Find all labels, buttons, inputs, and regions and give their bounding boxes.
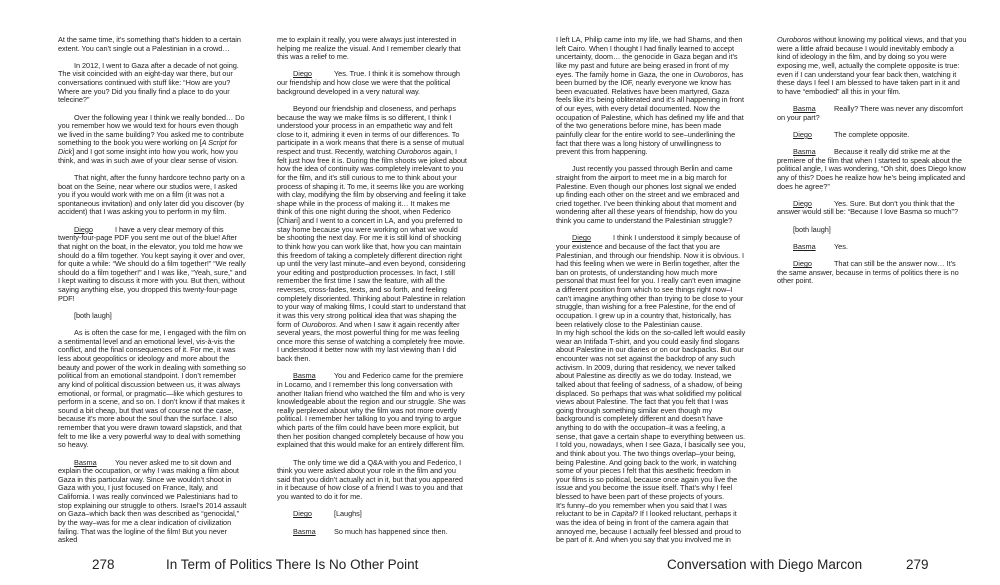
paragraph [58, 114, 248, 166]
speaker-name: Basma [793, 241, 816, 251]
speaker-name: Basma [793, 147, 816, 157]
paragraph-text: That night, after the funny hardcore techno party on a boat on the Seine, near where our studios were, I asked you if you would work with me on a film (it was not a spontaneous invitation) and only later did you discover (by accident) that I was asking you to perform in my film. [58, 172, 245, 217]
paragraph-text: [both laugh] [74, 310, 112, 320]
dialogue-paragraph [277, 528, 467, 537]
speaker-name: Diego [793, 129, 812, 139]
paragraph [277, 105, 467, 364]
paragraph-text: [both laugh] [793, 224, 831, 234]
right-page-column-2 [777, 36, 967, 295]
dialogue-paragraph [58, 459, 248, 545]
paragraph [277, 459, 467, 502]
paragraph-text: That can still be the answer now… It’s the same answer, because in terms of politics there is no other point. [777, 259, 959, 286]
speaker-name: Basma [74, 457, 97, 467]
left-page-number: 278 [92, 557, 115, 572]
paragraph-text: So much has happened since then. [334, 526, 448, 536]
paragraph-text: I think I understood it simply because of your existence and because of the fact that you are Palestinian, and through our friendship. Now it is obvious. I had this feeling when we were in Berlin together, after the ban on protests, of understanding how much more personal that must feel for you. I really can’t even imagine a different position from which to see things right now–I can’t imagine anything other than trying to be close to your struggle, than wishing for a free Palestine, for the end of occupation. I grew up in a country that, historically, has been relatively close to the Palestinian cause. In my high school the kids on the so-called left would easily wear an Intifada T-shirt, and you could easily find slogans about Palestine in our diaries or on our backpacks. But our encounter was not set against the backdrop of any such activism. In 2009, during that residency, we never talked about Palestine as directly as we do today. Instead, we talked about that feeling of sadness, of a shadow, of being displaced. So perhaps that was what solidified my political views about Palestine. The fact that you felt that I was going through something similar even though my background is completely different and doesn’t have anything to do with the occupation–it was a feeling, a sense, that gave a certain shape to everything between us. I told you, nowadays, when I see Gaza, I basically see you, and think about you. The two things overlap–your being, being Palestine. And going back to the work, in watching some of your pieces I felt that this aesthetic freedom in your films is so political, because once again you live the issue and you become the issue itself. That’s why I feel blessed to have been part of these projects of yours. It’s funny–do you remember when you said that I was reluctant to be in Capital? If I looked reluctant, perhaps it was the idea of being in front of the camera again that annoyed me, because I actually feel blessed and proud to be part of it. And when you say that you involved me in [556, 233, 746, 545]
right-running-title: Conversation with Diego Marcon [667, 557, 863, 572]
paragraph [777, 226, 967, 235]
dialogue-paragraph [556, 234, 746, 545]
speaker-name: Basma [293, 526, 316, 536]
speaker-label [293, 528, 334, 537]
paragraph-text: Really? There was never any discomfort on your part? [777, 103, 963, 122]
paragraph-text: Over the following year I think we really bonded… Do you remember how we would text for hours even though we lived in the same building? You asked me to contribute something to the book you were working on [A Script for Dick] and I got some insight into how you work, how you think, and was in such awe of your clear sense of vision. [58, 112, 245, 165]
dialogue-paragraph [777, 243, 967, 252]
speaker-label [793, 131, 834, 140]
speaker-name: Diego [293, 69, 312, 79]
speaker-name: Basma [793, 103, 816, 113]
paragraph-text: Because it really did strike me at the premiere of the film that when I started to speak about the political angle, I was wondering, “Oh shit, does Diego know any of this? Does he realize how he’s being implicated and does he agree?” [777, 147, 966, 191]
paragraph-text: Beyond our friendship and closeness, and perhaps because the way we make films is so different, I think I understood your process in an empathetic way and felt close to it, admiring it even in terms of our differences. To participate in a work means that there is a sense of mutual respect and trust. Recently, watching Ouroboros again, I felt just how free it is. During the film shoots we joked about how the idea of continuity was completely irrelevant to you for the film, and it’s still curious to me to think about your process of shaping it. To me, it seems like you are working with clay, modifying the film by observing and feeling it take shape while in the process of making it… It makes me think of this one night during the shoot, when Federico [Chiari] and I went to a concert in LA, and you preferred to stay home because you were working on what we would be shooting the next day. For me it is still kind of shocking to think how you can work like that, how you can maintain this freedom of taking a completely different direction right up until the very last minute–and even beyond, considering your editing and postproduction processes. In fact, I still remember the first time I saw the feature, with all the reverses, cross-fades, texts, and so forth, and feeling completely disoriented. Thinking about Palestine in relation to your way of making films, I could start to understand that it was this very strong political idea that was shaping the form of Ouroboros. And when I saw it again recently after several years, the most powerful thing for me was feeling once more this sense of watching a completely free movie. I understood it better now with my last viewing than I did back then. [277, 103, 467, 364]
right-page-column-1 [556, 36, 746, 553]
dialogue-paragraph [777, 260, 967, 286]
paragraph-text: You and Federico came for the premiere in Locarno, and I remember this long conversation with another Italian friend who watched the film and who is very knowledgeable about the region and our struggle. She was really perplexed about why the film was not more overtly political. I remember her talking to you and trying to argue which parts of the film could have been more explicit, but then her position changed completely because of how you explained that this would make for an entirely different film. [277, 371, 466, 450]
paragraph [58, 36, 248, 53]
dialogue-paragraph [777, 105, 967, 122]
paragraph-text: Ouroboros without knowing my political views, and that you were a little afraid because I would inevitably embody a kind of ideology in the film, and by doing so you were exposing me, well, actually the complete opposite is true: even if I can understand your fear back then, watching it these days I feel I am blessed to have taken part in it and to have “embodied” all this in your film. [777, 35, 967, 96]
dialogue-paragraph [277, 70, 467, 96]
speaker-label [793, 243, 834, 252]
dialogue-paragraph [777, 148, 967, 191]
speaker-name: Diego [293, 509, 312, 519]
paragraph-text: [Laughs] [334, 509, 362, 519]
dialogue-paragraph [58, 226, 248, 304]
paragraph-text: The complete opposite. [834, 129, 910, 139]
speaker-name: Diego [572, 233, 591, 243]
speaker-name: Diego [793, 259, 812, 269]
paragraph [277, 36, 467, 62]
left-page-column-1 [58, 36, 248, 553]
paragraph [58, 329, 248, 450]
paragraph-text: In 2012, I went to Gaza after a decade of not going. The visit coincided with an eight-day war there, but our conversations continued with stuff like: “How are you? Where are you? Did you finally find a place to do your telecine?” [58, 60, 239, 105]
left-running-title: In Term of Politics There Is No Other Point [166, 557, 419, 572]
speaker-label [293, 510, 334, 519]
paragraph-text: Yes. True. I think it is somehow through our friendship and how close we were that the political background developed in a very natural way. [277, 69, 460, 96]
paragraph-text: me to explain it really, you were always just interested in helping me realize the visual. And I remember clearly that this was a relief to me. [277, 35, 461, 62]
paragraph [556, 165, 746, 225]
paragraph-text: Just recently you passed through Berlin and came straight from the airport to meet me in a big march for Palestine. Even though our phones lost signal we ended up finding each other on the street and we embraced and cried together. I’ve been thinking about that moment and wondering after all these years of friendship, how do you think you came to understand the Palestinian struggle? [556, 164, 740, 226]
paragraph-text: The only time we did a Q&A with you and Federico, I think you were asked about your role in the film and you said that you didn’t actually act in it, but that you appeared in it because of how close of a friend I was to you and that you wanted to do it for me. [277, 457, 463, 502]
paragraph-text: At the same time, it’s something that’s hidden to a certain extent. You can’t single out a Palestinian in a crowd… [58, 35, 241, 53]
paragraph [777, 36, 967, 96]
paragraph [58, 174, 248, 217]
paragraph-text: I left LA, Philip came into my life, we had Shams, and then left Cairo. When I thought I had finally learned to accept uncertainty, doom… the genocide in Gaza began and it’s like my past and future are being erased in front of my eyes. The family home in Gaza, the one in Ouroboros, has been burned by the IOF, nearly everyone we know has been evacuated. Relatives have been martyred, Gaza feels like it’s being obliterated and it’s all happening in front of our eyes, with every detail documented. Now the occupation of Palestine, which has defined my life and that of the two generations before mine, has been made painfully clear for the entire world to see–underlining the fact that there was a long history of unwillingness to prevent this from happening. [556, 35, 744, 157]
dialogue-paragraph [777, 131, 967, 140]
paragraph-text: I have a very clear memory of this twenty-four-page PDF you sent me out of the blue! After that night on the boat, in the elevator, you told me how we should do a film together. You kept saying it over and over, for quite a while: “We should do a film together!” “We really should do a film together!” and I was like, “Yeah, sure,” and I kept waiting to discuss it more with you. But then, without saying anything else, you dropped this twenty-four-page PDF! [58, 224, 247, 303]
speaker-name: Diego [74, 224, 93, 234]
dialogue-paragraph [777, 200, 967, 217]
paragraph [58, 312, 248, 321]
dialogue-paragraph [277, 372, 467, 450]
paragraph [58, 62, 248, 105]
paragraph-text: As is often the case for me, I engaged with the film on a sentimental level and an emotional level, vis-à-vis the conflict, and the final consequences of it. For me, it was less about geopolitics or ideology and more about the beauty and power of the work in dealing with something so political from an emotional standpoint. I don’t remember any kind of political discussion between us, it was always emotional, or formal, or pragmatic—like which gestures to perform in a scene, and so on. I don’t know if that makes it sound a bit cheap, but that was of course not the case, because it’s more about the soul than the surface. I also remember that you were drawn toward slapstick, and that felt to me like a very powerful way to deal with something so heavy. [58, 328, 246, 450]
paragraph [556, 36, 746, 157]
paragraph-text: Yes. [834, 241, 848, 251]
speaker-name: Diego [793, 198, 812, 208]
left-page-column-2 [277, 36, 467, 545]
paragraph-text: Yes. Sure. But don’t you think that the answer would still be: “Because I love Basma so much”? [777, 198, 958, 217]
paragraph-text: You never asked me to sit down and explain the occupation, or why I was making a film about Gaza in this particular way. Since we wouldn’t shoot in Gaza with you, I just focused on France, Italy, and California. I was really convinced we Palestinians had to stop explaining our struggle to others. Israel’s 2014 assault on Gaza–which back then was described as “genocidal,” by the way–was for me a clear indication of civilization failing. That was the logline of the film! But you never asked [58, 457, 247, 545]
dialogue-paragraph [277, 510, 467, 519]
right-page-number: 279 [906, 557, 929, 572]
speaker-name: Basma [293, 371, 316, 381]
